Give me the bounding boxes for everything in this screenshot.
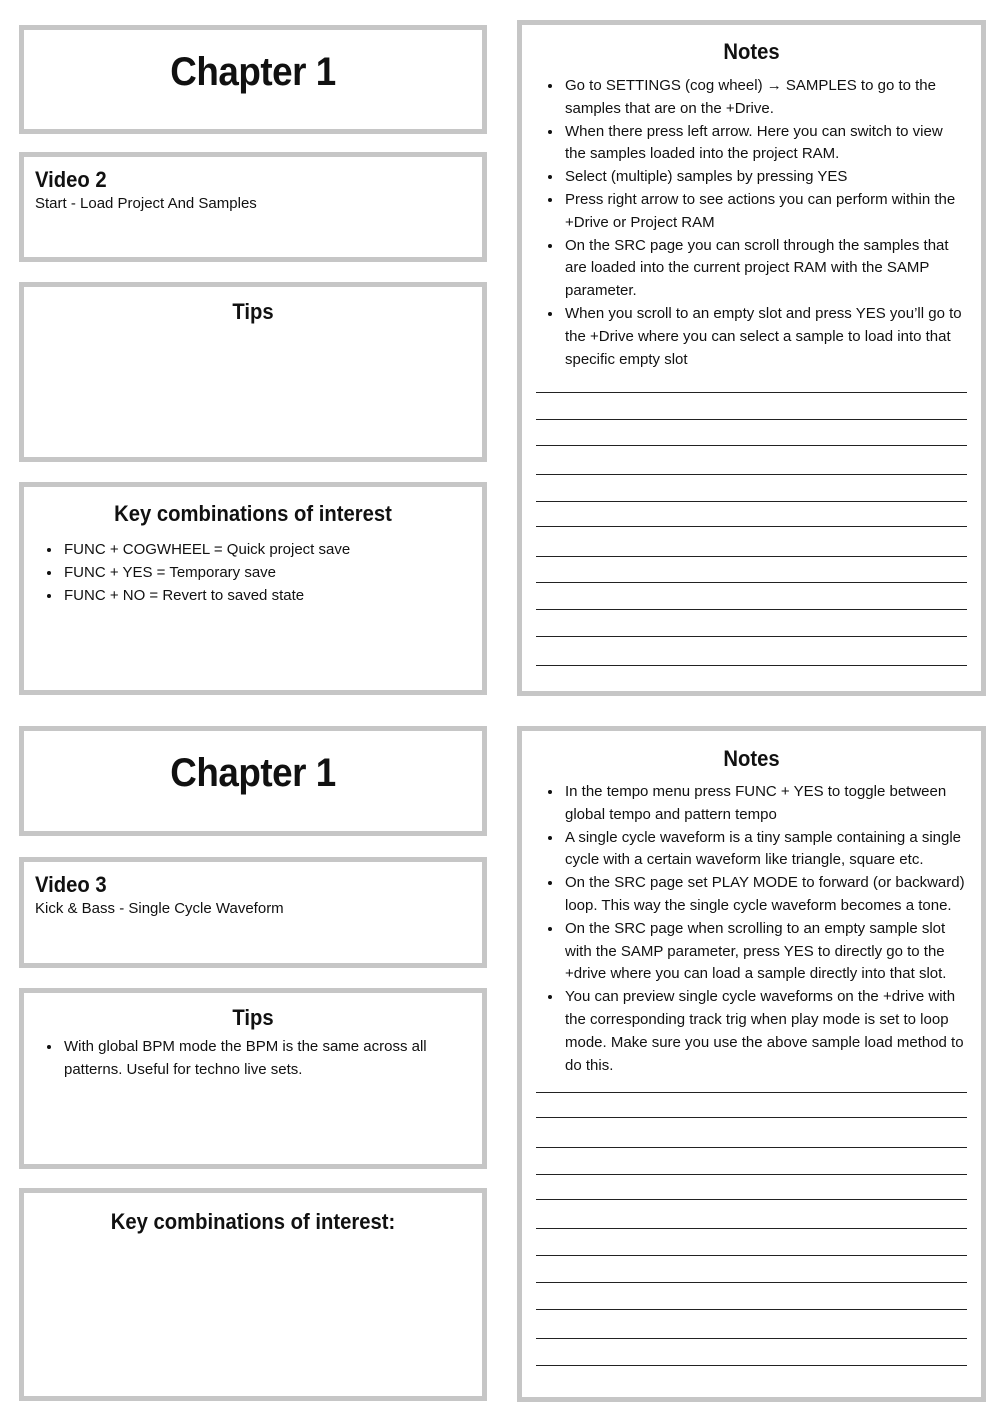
video-box xyxy=(19,152,487,262)
writing-line xyxy=(536,419,967,420)
writing-line xyxy=(536,636,967,637)
tips-heading: Tips xyxy=(232,299,274,324)
list-item: • On the SRC page you can scroll through the samples that are loaded into the current project RAM with the SAMP parameter. xyxy=(563,235,967,303)
list-item: • FUNC + YES = Temporary save xyxy=(62,562,482,585)
video-title: Video 3 xyxy=(35,872,107,897)
tips-box xyxy=(19,282,487,462)
notes-list xyxy=(522,781,981,1077)
list-item: • A single cycle waveform is a tiny sample containing a single cycle with a certain waveform like triangle, square etc. xyxy=(563,827,967,873)
list-item: • When there press left arrow. Here you can switch to view the samples loaded into the project RAM. xyxy=(563,121,967,167)
key-combinations-heading: Key combinations of interest xyxy=(114,501,392,526)
tips-list xyxy=(24,1036,482,1082)
writing-line xyxy=(536,526,967,527)
writing-line xyxy=(536,1255,967,1256)
writing-line xyxy=(536,582,967,583)
writing-line xyxy=(536,609,967,610)
notes-heading: Notes xyxy=(723,746,780,771)
key-combinations-box xyxy=(19,482,487,695)
video-subtitle: Kick & Bass - Single Cycle Waveform xyxy=(35,900,284,917)
writing-line xyxy=(536,474,967,475)
writing-line xyxy=(536,1309,967,1310)
list-item: • Press right arrow to see actions you can perform within the +Drive or Project RAM xyxy=(563,189,967,235)
writing-line xyxy=(536,1365,967,1366)
chapter-title: Chapter 1 xyxy=(170,751,336,795)
writing-line xyxy=(536,1092,967,1093)
tips-box xyxy=(19,988,487,1169)
list-item: • You can preview single cycle waveforms on the +drive with the corresponding track trig when play mode is set to loop mode. Make sure you use the above sample load method to do this. xyxy=(563,986,967,1077)
writing-line xyxy=(536,1174,967,1175)
list-item: • When you scroll to an empty slot and press YES you’ll go to the +Drive where you can select a sample to load into that specific empty slot xyxy=(563,303,967,371)
list-item: • FUNC + NO = Revert to saved state xyxy=(62,585,482,608)
writing-line xyxy=(536,1199,967,1200)
list-item: • On the SRC page set PLAY MODE to forward (or backward) loop. This way the single cycle waveform becomes a tone. xyxy=(563,872,967,918)
notes-box xyxy=(517,726,986,1402)
key-combinations-heading: Key combinations of interest: xyxy=(110,1209,396,1234)
list-item: • On the SRC page when scrolling to an empty sample slot with the SAMP parameter, press YES to directly go to the +drive where you can load a sample directly into that slot. xyxy=(563,918,967,986)
key-combinations-box xyxy=(19,1188,487,1401)
list-item: • With global BPM mode the BPM is the same across all patterns. Useful for techno live sets. xyxy=(62,1036,462,1082)
list-item: • Go to SETTINGS (cog wheel) → SAMPLES to go to the samples that are on the +Drive. xyxy=(563,75,967,121)
writing-line xyxy=(536,556,967,557)
chapter-title: Chapter 1 xyxy=(170,50,336,94)
writing-line xyxy=(536,1228,967,1229)
notes-list xyxy=(522,75,981,371)
list-item: • Select (multiple) samples by pressing YES xyxy=(563,166,967,189)
writing-line xyxy=(536,445,967,446)
writing-line xyxy=(536,1147,967,1148)
writing-line xyxy=(536,392,967,393)
video-box xyxy=(19,857,487,968)
writing-line xyxy=(536,1282,967,1283)
writing-line xyxy=(536,1338,967,1339)
writing-line xyxy=(536,501,967,502)
list-item: • FUNC + COGWHEEL = Quick project save xyxy=(62,539,482,562)
video-title: Video 2 xyxy=(35,167,107,192)
chapter-box xyxy=(19,726,487,836)
writing-line xyxy=(536,1117,967,1118)
tips-heading: Tips xyxy=(232,1005,274,1030)
chapter-box xyxy=(19,25,487,134)
key-combinations-list xyxy=(24,539,482,607)
notes-box xyxy=(517,20,986,696)
list-item: • In the tempo menu press FUNC + YES to toggle between global tempo and pattern tempo xyxy=(563,781,967,827)
video-subtitle: Start - Load Project And Samples xyxy=(35,195,257,212)
notes-heading: Notes xyxy=(723,39,780,64)
writing-line xyxy=(536,665,967,666)
